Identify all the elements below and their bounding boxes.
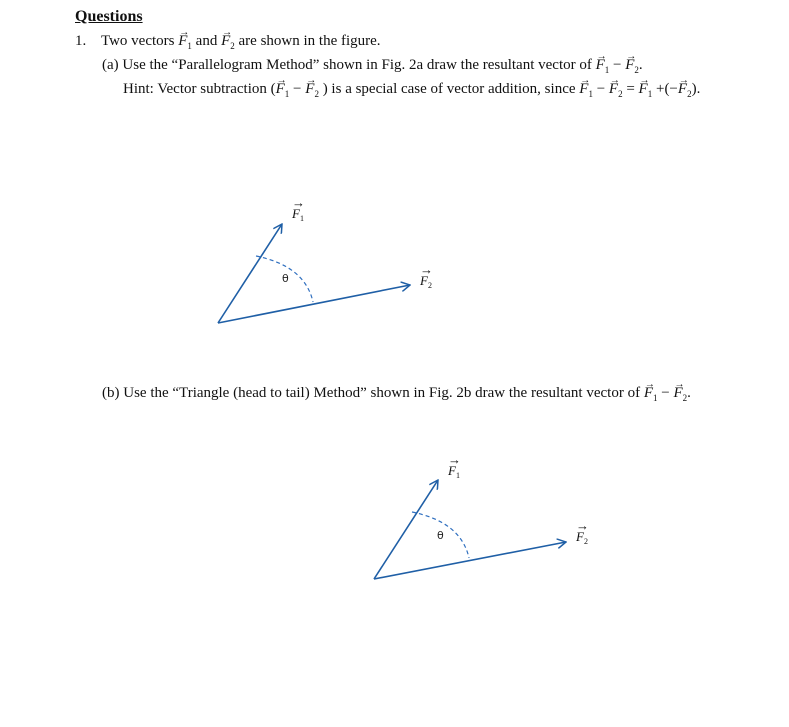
question-number: 1. xyxy=(75,33,87,49)
f2-label-arrow: → xyxy=(420,262,433,277)
paren-open-minus: (− xyxy=(664,81,678,97)
paren-close: ) xyxy=(691,81,697,97)
part-b-text: Use the “Triangle (head to tail) Method” shown in Fig. 2b draw the resultant vector of xyxy=(123,385,641,401)
theta-label: θ xyxy=(282,272,289,285)
part-a-label: (a) xyxy=(102,57,119,73)
minus-sign: − xyxy=(596,81,606,97)
vector-f2-symbol: → $F_2$ xyxy=(609,81,623,97)
vector-f1-arrow xyxy=(374,480,438,579)
page-heading: Questions xyxy=(75,8,143,25)
f1-label-arrow: → xyxy=(292,195,305,210)
f2-label-arrow: → xyxy=(576,518,589,533)
f2-label: $F_2$ xyxy=(420,273,432,290)
minus-sign: − xyxy=(613,57,622,73)
intro-and: and xyxy=(195,33,218,49)
minus-sign: − xyxy=(661,385,670,401)
f1-label: $F_1$ xyxy=(292,206,304,223)
f2-label: $F_2$ xyxy=(576,529,588,546)
part-a-text: Use the “Parallelogram Method” shown in Fig. 2a draw the resultant vector of xyxy=(122,57,592,73)
part-b-label: (b) xyxy=(102,385,120,401)
vector-f2-symbol: → $F_2$ xyxy=(625,57,639,73)
period: . xyxy=(696,81,701,97)
period: . xyxy=(638,57,643,73)
vector-f1-symbol: → $F_1$ xyxy=(579,81,593,97)
vector-f1-symbol: → $F_1$ xyxy=(639,81,653,97)
vector-f2-symbol: → $F_2$ xyxy=(305,81,319,97)
vector-f2-symbol: → $F_2$ xyxy=(673,385,687,401)
f1-label: $F_1$ xyxy=(448,463,460,480)
vector-f1-symbol: → $F_1$ xyxy=(644,385,658,401)
theta-label: θ xyxy=(437,529,444,542)
vector-f2-symbol: → $F_2$ xyxy=(678,81,692,97)
vector-f2-symbol: → $F_2$ xyxy=(221,33,235,49)
f1-label-arrow: → xyxy=(448,452,461,467)
hint-label: Hint: xyxy=(123,81,154,97)
vector-f1-symbol: → $F_1$ xyxy=(596,57,610,73)
vector-f1-symbol: → $F_1$ xyxy=(276,81,290,97)
intro-after: are shown in the figure. xyxy=(238,33,381,49)
vector-f2-arrow xyxy=(374,542,566,579)
hint-mid: ) is a special case of vector addition, since xyxy=(322,81,576,97)
plus-sign: + xyxy=(655,81,665,97)
period: . xyxy=(687,385,691,401)
vector-f1-symbol: → $F_1$ xyxy=(178,33,192,49)
hint-text: Vector subtraction ( xyxy=(157,81,276,97)
intro-before: Two vectors xyxy=(100,33,175,49)
minus-sign: − xyxy=(293,81,302,97)
equals-sign: = xyxy=(626,81,635,97)
